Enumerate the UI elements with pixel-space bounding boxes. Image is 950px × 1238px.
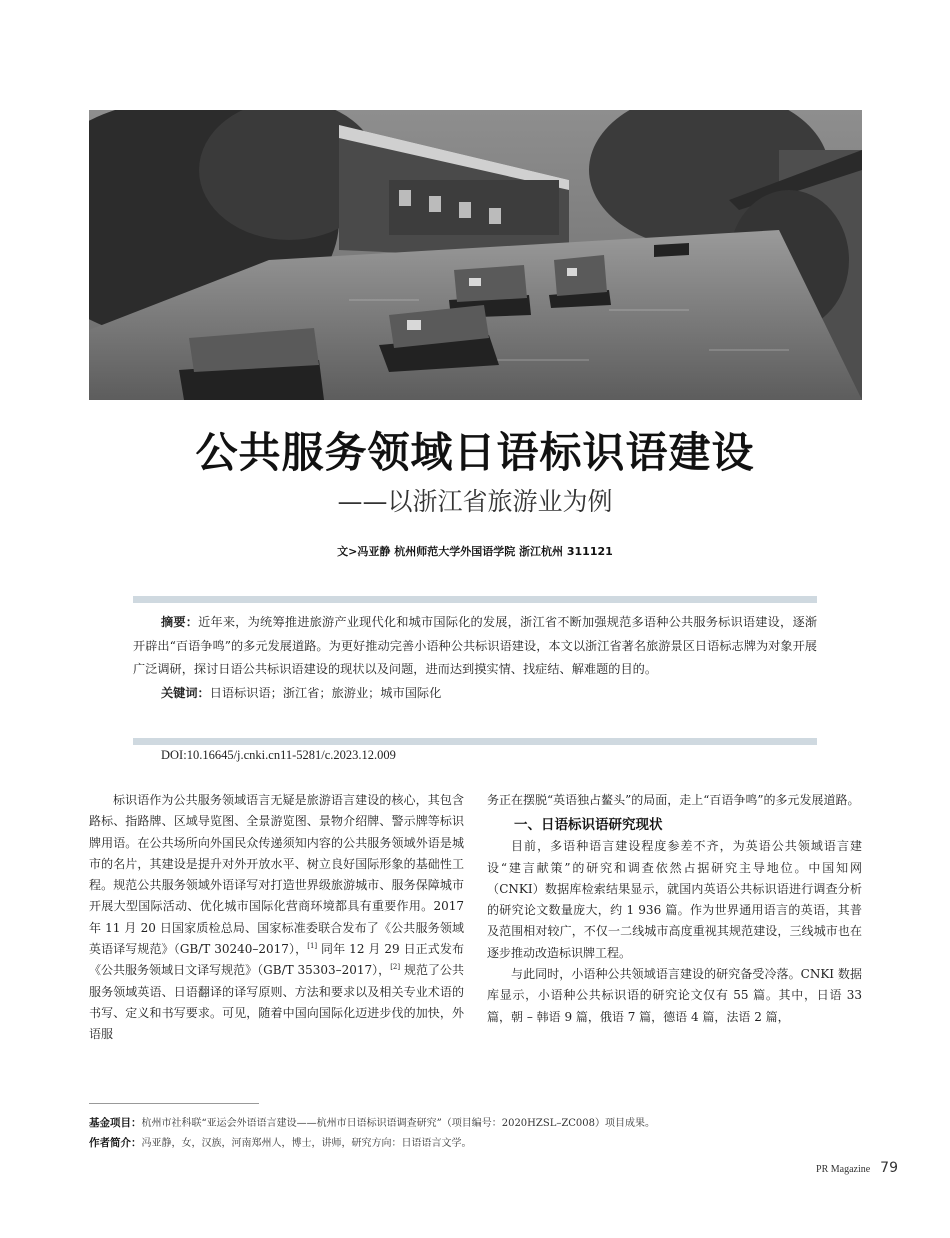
abstract-bottom-bar	[133, 738, 817, 745]
keywords-text: 日语标识语；浙江省；旅游业；城市国际化	[209, 685, 442, 700]
body-text: 同年 12 月 29 日正式发布《公共服务领域日文译写规范》（GB/T 35303–2017），	[89, 942, 464, 978]
author-bio-label: 作者简介：	[89, 1137, 142, 1149]
reference-marker: [1]	[307, 942, 318, 951]
section-heading: 一、日语标识语研究现状	[514, 817, 663, 834]
body-right-column	[487, 790, 862, 1028]
author-footnote	[89, 1134, 869, 1150]
magazine-name: PR Magazine	[816, 1164, 871, 1175]
page-footer	[816, 1157, 898, 1176]
keywords-label: 关键词：	[161, 685, 210, 700]
page-number: 79	[880, 1160, 898, 1176]
author-line: 文>冯亚静 杭州师范大学外国语学院 浙江杭州 311121	[337, 545, 613, 558]
body-paragraph: 务正在摆脱“英语独占鳌头”的局面，走上“百语争鸣”的多元发展道路。	[487, 793, 860, 807]
body-paragraph: 目前，多语种语言建设程度参差不齐，为英语公共领域语言建设“建言献策”的研究和调查依然占据研究主导地位。中国知网（CNKI）数据库检索结果显示，就国内英语公共标识语进行调查分析的研究论文数量庞大，约 1 936 篇。作为世界通用语言的英语，其普及范围相对较广，不仅一二线城市高度重视其规范建设，三线城市也在逐步推动改造标识牌工程。	[487, 839, 862, 960]
fund-text: 杭州市社科联“亚运会外语语言建设——杭州市日语标识语调查研究”（项目编号：2020HZSL–ZC008）项目成果。	[141, 1118, 656, 1129]
abstract-block	[133, 611, 817, 705]
doi-line: DOI:10.16645/j.cnki.cn11-5281/c.2023.12.009	[161, 748, 396, 762]
body-left-column	[89, 790, 464, 1046]
body-text: 标识语作为公共服务领域语言无疑是旅游语言建设的核心，其包含路标、指路牌、区域导览图、全景游览图、景物介绍牌、警示牌等标识牌用语。在公共场所向外国民众传递须知内容的公共服务领域外语是城市的名片，其建设是提升对外开放水平、树立良好国际形象的基础性工程。规范公共服务领域外语译写对打造世界级旅游城市、服务保障城市开展大型国际活动、优化城市国际化营商环境都具有重要作用。2017 年 11 月 20 日国家质检总局、国家标准委联合发布了《公共服务领域英语译写规范》（GB/T 30240–2017），	[89, 793, 464, 957]
hero-photo	[89, 110, 862, 400]
abstract-label: 摘要：	[161, 615, 199, 629]
article-title: 公共服务领域日语标识语建设	[195, 428, 755, 477]
fund-label: 基金项目：	[89, 1117, 142, 1129]
body-paragraph	[89, 790, 464, 1046]
body-paragraph: 与此同时，小语种公共领域语言建设的研究备受冷落。CNKI 数据库显示，小语种公共标识语的研究论文仅有 55 篇。其中，日语 33 篇，朝 – 韩语 9 篇，俄语 7 篇，德语 4 篇，法语 2 篇，	[487, 967, 862, 1024]
author-bio-text: 冯亚静，女，汉族，河南郑州人，博士，讲师，研究方向：日语语言文学。	[141, 1138, 472, 1149]
reference-marker: [2]	[390, 963, 401, 972]
article-subtitle: ——以浙江省旅游业为例	[337, 487, 613, 516]
abstract-text: 近年来，为统筹推进旅游产业现代化和城市国际化的发展，浙江省不断加强规范多语种公共服务标识语建设，逐渐开辟出“百语争鸣”的多元发展道路。为更好推动完善小语种公共标识语建设，本文以浙江省著名旅游景区日语标志牌为对象开展广泛调研，探讨日语公共标识语建设的现状以及问题，进而达到摸实情、找症结、解难题的目的。	[133, 615, 818, 676]
body-text: 规范了公共服务领域英语、日语翻译的译写原则、方法和要求以及相关专业术语的书写、定义和书写要求。可见，随着中国向国际化迈进步伐的加快，外语服	[89, 963, 464, 1042]
keywords-paragraph	[133, 682, 817, 706]
abstract-top-bar	[133, 596, 817, 603]
fund-footnote	[89, 1114, 869, 1130]
abstract-paragraph	[133, 611, 817, 682]
canal-town-photo	[89, 110, 862, 400]
footnote-rule	[89, 1103, 259, 1104]
